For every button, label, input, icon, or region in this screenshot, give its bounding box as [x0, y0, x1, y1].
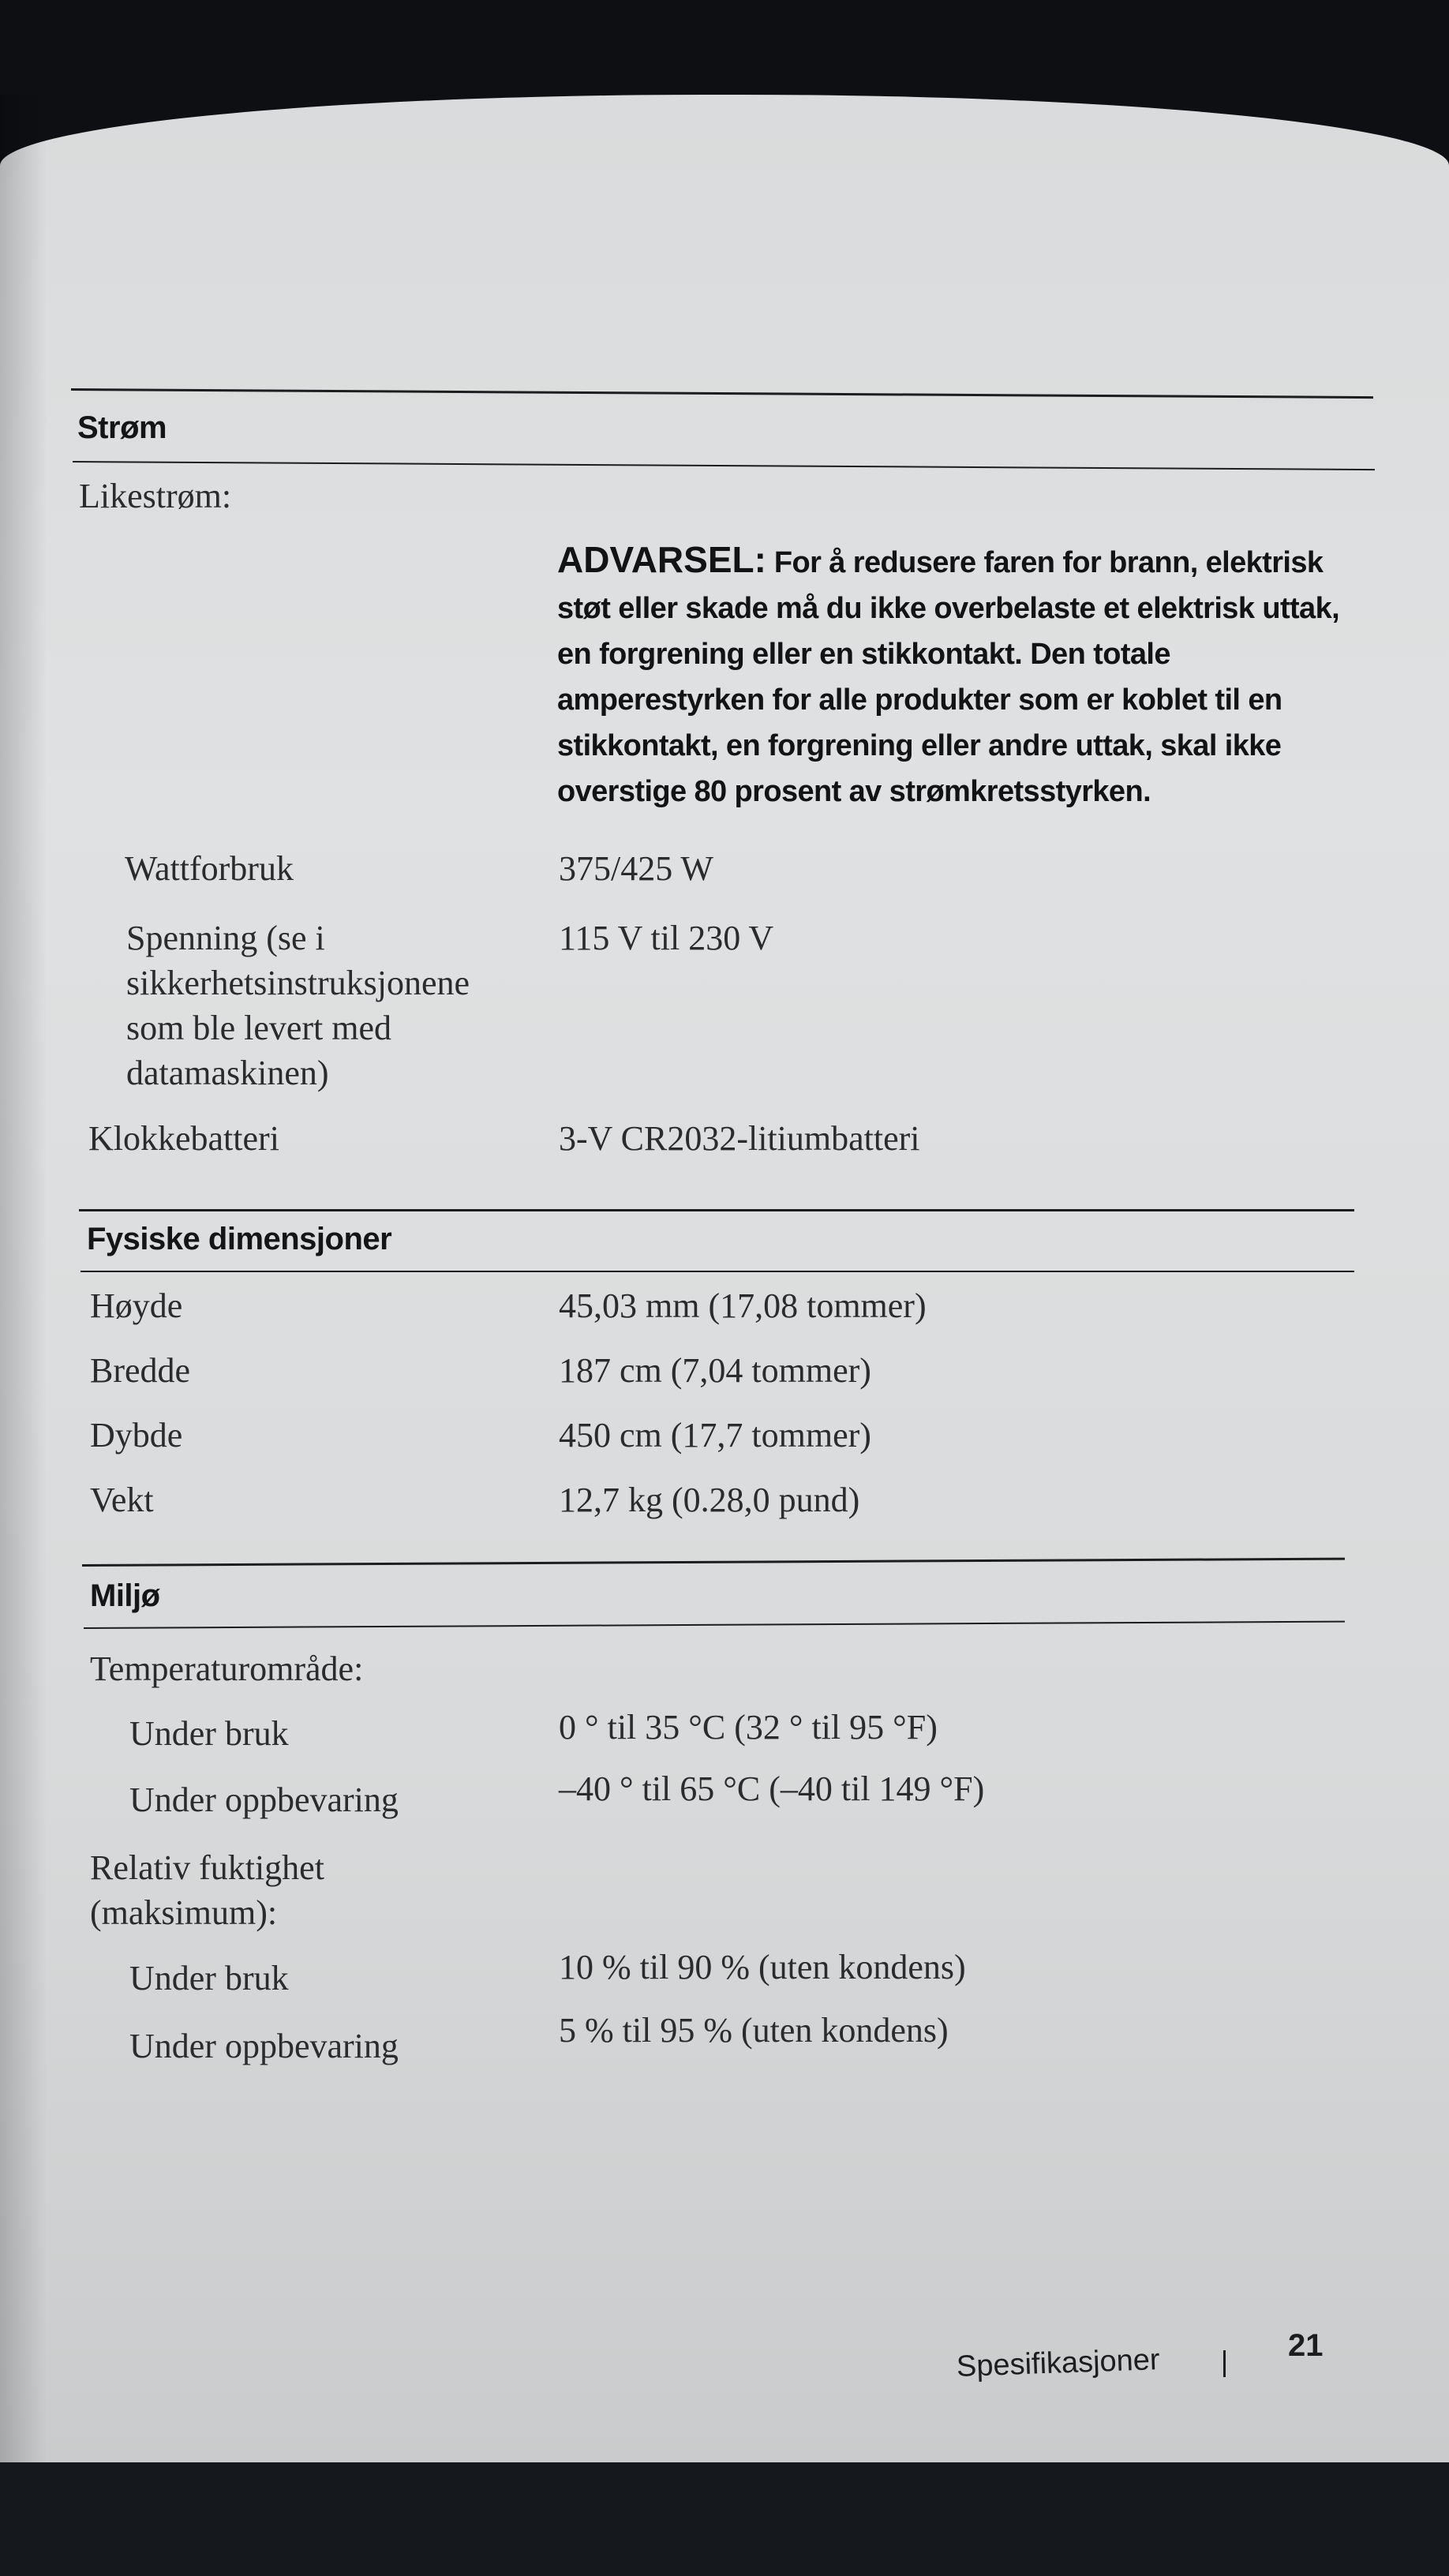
- spec-label-temp-operating: Under bruk: [129, 1714, 289, 1753]
- spec-value-temp-operating: 0 ° til 35 °C (32 ° til 95 °F): [559, 1708, 938, 1747]
- relative-humidity-label: Relativ fuktighet (maksimum):: [90, 1848, 324, 1932]
- spec-value-voltage: 115 V til 230 V: [559, 919, 774, 957]
- section-title-environment: Miljø: [90, 1578, 160, 1613]
- spec-value-humidity-storage: 5 % til 95 % (uten kondens): [559, 2011, 949, 2050]
- spec-value-temp-storage: –40 ° til 65 °C (–40 til 149 °F): [559, 1769, 985, 1808]
- spec-label-humidity-storage: Under oppbevaring: [129, 2027, 399, 2065]
- spec-value-height: 45,03 mm (17,08 tommer): [559, 1286, 927, 1325]
- page-number: 21: [1288, 2328, 1324, 2363]
- spec-label-wattage: Wattforbruk: [125, 849, 294, 888]
- spec-label-clock-battery: Klokkebatteri: [88, 1119, 279, 1158]
- background-surface: [0, 2462, 1449, 2576]
- dc-power-label: Likestrøm:: [79, 477, 232, 515]
- spec-label-depth: Dybde: [90, 1416, 183, 1455]
- section-header-rule: [80, 1271, 1354, 1272]
- temperature-range-label: Temperaturområde:: [90, 1649, 364, 1688]
- spec-label-height: Høyde: [90, 1286, 183, 1325]
- spec-value-clock-battery: 3-V CR2032-litiumbatteri: [559, 1119, 920, 1158]
- section-top-rule: [79, 1209, 1354, 1211]
- spec-value-wattage: 375/425 W: [559, 849, 713, 888]
- section-title-dimensions: Fysiske dimensjoner: [87, 1222, 392, 1256]
- footer-separator: [1223, 2350, 1226, 2377]
- warning-notice: [557, 537, 1354, 814]
- page-shadow: [0, 95, 47, 2470]
- spec-label-weight: Vekt: [90, 1481, 154, 1519]
- spec-label-temp-storage: Under oppbevaring: [129, 1780, 399, 1819]
- spec-value-humidity-operating: 10 % til 90 % (uten kondens): [559, 1948, 966, 1986]
- spec-value-depth: 450 cm (17,7 tommer): [559, 1416, 871, 1455]
- spec-label-width: Bredde: [90, 1351, 191, 1390]
- spec-label-humidity-operating: Under bruk: [129, 1959, 289, 1998]
- spec-label-voltage: Spenning (se i sikkerhetsinstruksjonene som ble levert med datamaskinen): [126, 919, 470, 1092]
- spec-value-width: 187 cm (7,04 tommer): [559, 1351, 871, 1390]
- section-title-power: Strøm: [77, 410, 167, 445]
- footer-chapter-title: Spesifikasjoner: [956, 2343, 1161, 2383]
- spec-value-weight: 12,7 kg (0.28,0 pund): [559, 1481, 860, 1519]
- document-page: [0, 95, 1449, 2470]
- warning-text: For å redusere faren for brann, elektrisk støt eller skade må du ikke overbelaste et elektrisk uttak, en forgrening eller en stikkontakt. Den totale amperestyrken for alle produkter som er koblet til en stikkontakt, en forgrening eller andre uttak, skal ikke overstige 80 prosent av strømkretsstyrken.: [557, 546, 1340, 808]
- warning-heading: ADVARSEL:: [557, 539, 766, 580]
